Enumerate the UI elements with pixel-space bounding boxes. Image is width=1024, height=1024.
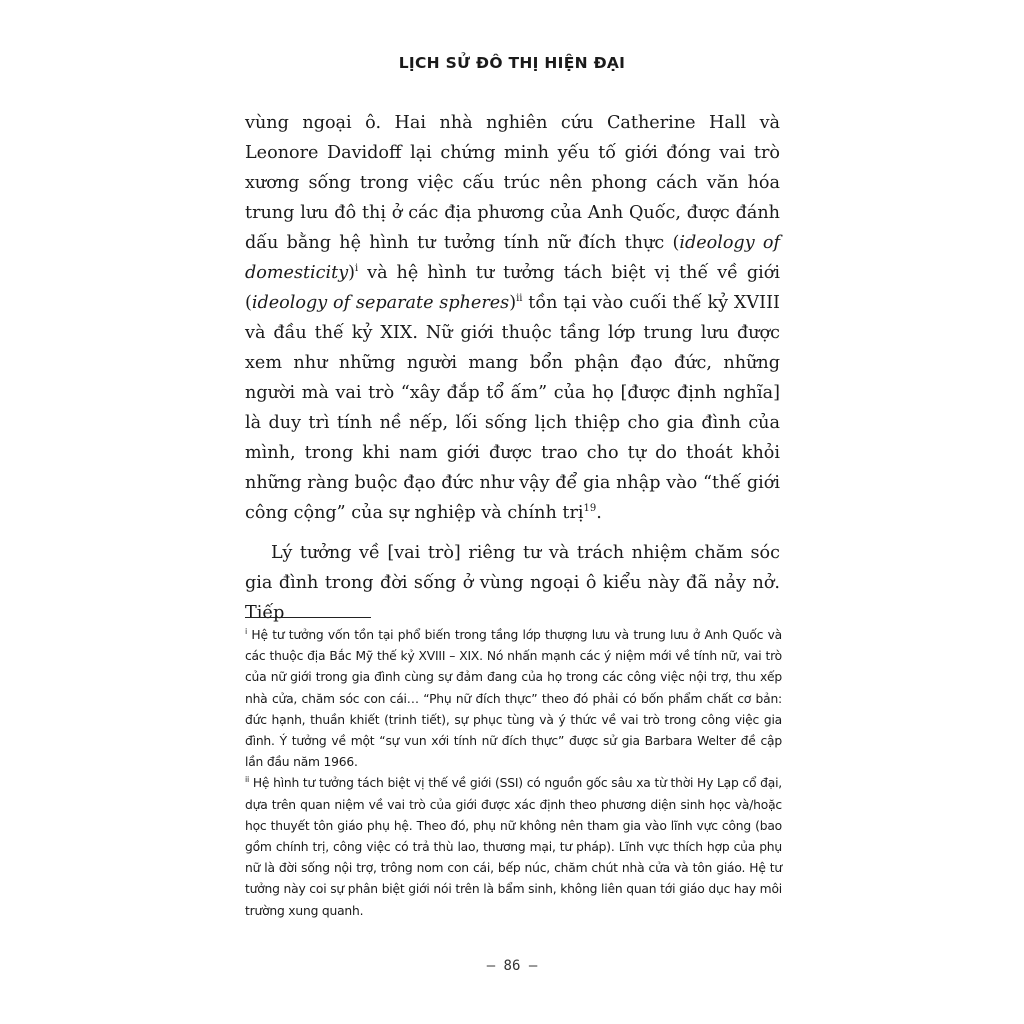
running-header: LỊCH SỬ ĐÔ THỊ HIỆN ĐẠI <box>398 54 626 72</box>
page-number: – 86 – <box>486 958 538 974</box>
paragraph-2: Lý tưởng về [vai trò] riêng tư và trách nhiệm chăm sóc gia đình trong đời sống ở vùng ngoại ô kiểu này đã nảy nở. Tiếp <box>245 543 780 623</box>
paragraph-1 <box>245 108 780 528</box>
footnote-divider <box>245 617 371 618</box>
footnote-i <box>245 625 782 773</box>
footnotes <box>245 625 782 922</box>
text-run: ) <box>509 293 517 313</box>
endnote-ref-19[interactable]: 19 <box>583 503 597 515</box>
text-run: ) <box>348 263 356 283</box>
italic-term-separate-spheres: ideology of separate spheres <box>251 293 510 313</box>
text-run: và hệ hình tư tưởng tách biệt vị thế về giới ( <box>245 263 780 313</box>
text-run: . <box>596 503 602 523</box>
footnote-ref-i[interactable]: i <box>355 263 359 275</box>
text-run: vùng ngoại ô. Hai nhà nghiên cứu Catherine Hall và Leonore Davidoff lại chứng minh yếu tố giới đóng vai trò xương sống trong việc cấu trúc nên phong cách văn hóa trung lưu đô thị ở các địa phương của Anh Quốc, được đánh dấu bằng hệ hình tư tưởng tính nữ đích thực ( <box>245 113 780 253</box>
footnote-text: Hệ tư tưởng vốn tồn tại phổ biến trong tầng lớp thượng lưu và trung lưu ở Anh Quốc và các thuộc địa Bắc Mỹ thế kỷ XVIII – XIX. Nó nhấn mạnh các ý niệm mới về tính nữ, vai trò của nữ giới trong gia đình cùng sự đảm đang của họ trong các công việc nội trợ, thu xếp nhà cửa, chăm sóc con cái… “Phụ nữ đích thực” theo đó phải có bốn phẩm chất cơ bản: đức hạnh, thuần khiết (trinh tiết), sự phục tùng và ý thức về vai trò trong công việc gia đình. Ý tưởng về một “sự vun xới tính nữ đích thực” được sử gia Barbara Welter đề cập lần đầu năm 1966. <box>245 628 782 770</box>
italic-term-domesticity: ideology of domesticity <box>245 233 780 283</box>
footnote-text: Hệ hình tư tưởng tách biệt vị thế về giới (SSI) có nguồn gốc sâu xa từ thời Hy Lạp cổ đại, dựa trên quan niệm về vai trò của giới được xác định theo phương diện sinh học và/hoặc học thuyết tôn giáo phụ hệ. Theo đó, phụ nữ không nên tham gia vào lĩnh vực công (bao gồm chính trị, công việc có trả thù lao, thương mại, tư pháp). Lĩnh vực thích hợp của phụ nữ là đời sống nội trợ, trông nom con cái, bếp núc, chăm chút nhà cửa và tôn giáo. Hệ tư tưởng này coi sự phân biệt giới nói trên là bẩm sinh, không liên quan tới giáo dục hay môi trường xung quanh. <box>245 776 782 918</box>
footnote-marker: i <box>245 626 248 636</box>
footnote-marker: ii <box>245 775 250 785</box>
text-run: tồn tại vào cuối thế kỷ XVIII và đầu thế kỷ XIX. Nữ giới thuộc tầng lớp trung lưu được xem như những người mang bổn phận đạo đức, những người mà vai trò “xây đắp tổ ấm” của họ [được định nghĩa] là duy trì tính nề nếp, lối sống lịch thiệp cho gia đình của mình, trong khi nam giới được trao cho tự do thoát khỏi những ràng buộc đạo đức như vậy để gia nhập vào “thế giới công cộng” của sự nghiệp và chính trị <box>245 293 780 523</box>
main-text <box>245 108 780 628</box>
footnote-ii <box>245 773 782 921</box>
footnote-ref-ii[interactable]: ii <box>516 293 523 305</box>
